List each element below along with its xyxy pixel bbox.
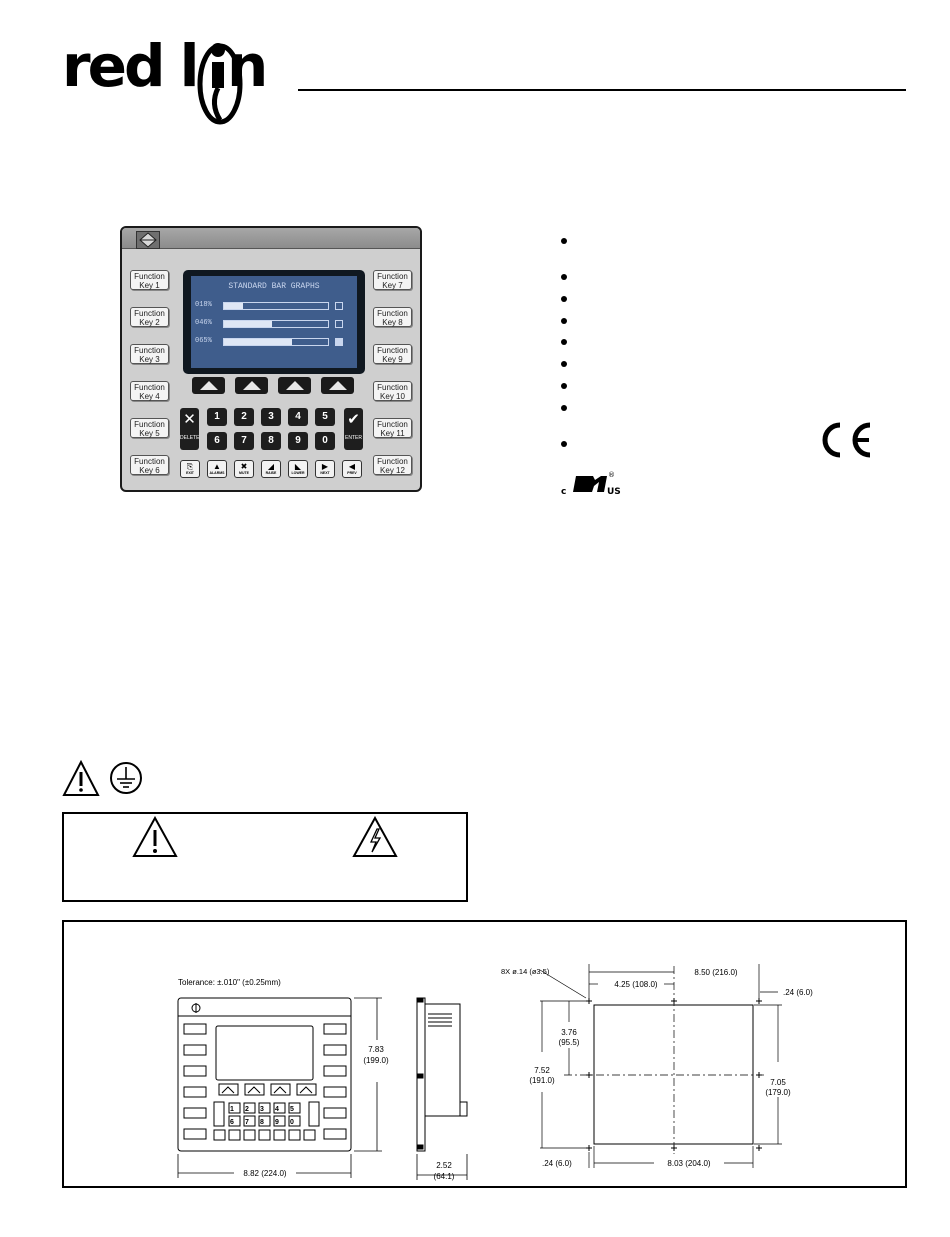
bar-fill [224,321,272,327]
svg-text:US: US [607,487,621,496]
raise-label: RAISE [265,471,277,475]
bar-track [223,338,329,346]
front-height-mm-label: (199.0) [363,1056,389,1065]
mute-icon: ✖ [240,462,248,471]
front-width-label: 8.82 (224.0) [243,1169,287,1178]
front-key-label: 0 [290,1119,294,1126]
screen-title: STANDARD BAR GRAPHS [228,282,320,291]
front-key-label: 8 [260,1119,264,1126]
header-rule [298,89,906,91]
function-key-6[interactable]: Function Key 6 [130,455,169,475]
front-height-dimension [354,998,382,1151]
soft-key-4[interactable] [321,377,354,394]
bell-icon: ▲ [213,462,221,471]
bar-checkbox [335,320,343,328]
bottom-edge-offset-label: .24 (6.0) [542,1159,572,1168]
feature-bullet [561,238,567,244]
front-key-label: 4 [275,1106,279,1113]
numeric-key[interactable]: 8 [261,432,281,450]
function-key-11[interactable]: Function Key 11 [373,418,412,438]
bar-track [223,320,329,328]
prev-icon: ◀ [348,462,356,471]
feature-bullet [561,383,567,389]
front-key-label: 1 [230,1106,234,1113]
bar-graph-row [195,301,359,311]
raise-icon: ◢ [267,462,275,471]
side-view-drawing [417,998,467,1151]
dimensions-panel [62,920,907,1188]
protective-earth-icon [111,763,141,793]
ce-mark-icon [818,421,874,459]
function-key-3[interactable]: Function Key 3 [130,344,169,364]
soft-key-1[interactable] [192,377,225,394]
exit-label: EXIT [186,471,194,475]
cutout-height-mm-label: (191.0) [529,1076,555,1085]
front-key-label: 7 [245,1119,249,1126]
feature-bullet [561,318,567,324]
prev-label: PREV [347,471,357,475]
front-key-label: 9 [275,1119,279,1126]
bar-checkbox [335,302,343,310]
feature-bullet [561,405,567,411]
alarms-label: ALARMS [209,471,225,475]
delete-key[interactable] [180,408,199,450]
checkmark-icon: ✔ [347,411,360,428]
numeric-key[interactable]: 2 [234,408,254,426]
red-lion-logo [62,22,294,130]
svg-text:c: c [561,487,567,496]
exit-icon: ⎘ [186,462,194,471]
numeric-key[interactable]: 4 [288,408,308,426]
function-key-10[interactable]: Function Key 10 [373,381,412,401]
delete-x-icon: ✕ [183,411,196,428]
cul-us-listing-mark-icon [561,470,635,496]
enter-key-label: ENTER [345,435,362,441]
edge-offset-label: .24 (6.0) [783,988,813,997]
function-key-7[interactable]: Function Key 7 [373,270,412,290]
device-top-bar [122,228,420,249]
feature-bullet [561,339,567,345]
cutout-height-label: 7.52 [534,1066,550,1075]
function-key-1[interactable]: Function Key 1 [130,270,169,290]
navigation-arrows-icon [136,231,160,249]
bar-percent: 065% [195,337,212,345]
depth-mm-label: (64.1) [433,1172,455,1181]
tolerance-label: Tolerance: ±.010" (±0.25mm) [178,978,281,987]
feature-bullet [561,441,567,447]
front-key-label: 2 [245,1106,249,1113]
bar-percent: 046% [195,319,212,327]
depth-label: 2.52 [436,1161,452,1170]
numeric-key[interactable]: 7 [234,432,254,450]
raise-key[interactable] [261,460,281,478]
soft-key-3[interactable] [278,377,311,394]
mounting-holes-label: 8X ø.14 (ø3.5) [501,967,550,976]
bar-track [223,302,329,310]
lower-icon: ◣ [294,462,302,471]
prev-key[interactable] [342,460,362,478]
front-height-label: 7.83 [368,1045,384,1054]
next-key[interactable] [315,460,335,478]
svg-text:n: n [227,32,266,100]
caution-triangle-icon [64,762,98,795]
exit-key[interactable] [180,460,200,478]
numeric-key[interactable]: 1 [207,408,227,426]
half-height-label: 3.76 [561,1028,577,1037]
feature-bullet [561,296,567,302]
half-height-mm-label: (95.5) [558,1038,580,1047]
bar-fill [224,303,243,309]
lcd-screen [183,270,365,374]
caution-triangle-icon [132,816,178,858]
bar-fill [224,339,292,345]
bar-graph-row [195,319,359,329]
lower-key[interactable] [288,460,308,478]
front-key-label: 6 [230,1119,234,1126]
function-key-2[interactable]: Function Key 2 [130,307,169,327]
alarms-key[interactable] [207,460,227,478]
operator-interface-unit [120,226,422,492]
numeric-key[interactable]: 3 [261,408,281,426]
dimensions-drawing [64,922,909,1190]
front-key-label: 5 [290,1106,294,1113]
total-width-label: 8.50 (216.0) [694,968,738,977]
bar-percent: 018% [195,301,212,309]
numeric-key[interactable]: 6 [207,432,227,450]
numeric-key[interactable]: 0 [315,432,335,450]
svg-text:red l: red l [62,32,197,100]
svg-text:®: ® [608,471,615,479]
bar-checkbox [335,338,343,346]
function-key-12[interactable]: Function Key 12 [373,455,412,475]
enter-key[interactable] [344,408,363,450]
function-key-5[interactable]: Function Key 5 [130,418,169,438]
panel-cutout-drawing [564,966,764,1154]
lower-label: LOWER [291,471,305,475]
function-key-8[interactable]: Function Key 8 [373,307,412,327]
mute-key[interactable] [234,460,254,478]
numeric-key[interactable]: 5 [315,408,335,426]
cutout-dimension-lines [540,964,782,1168]
half-width-label: 4.25 (108.0) [614,980,658,989]
inner-height-mm-label: (179.0) [765,1088,791,1097]
function-key-4[interactable]: Function Key 4 [130,381,169,401]
inner-height-label: 7.05 [770,1078,786,1087]
numeric-key[interactable]: 9 [288,432,308,450]
front-view-drawing [178,998,351,1151]
mute-label: MUTE [239,471,249,475]
lcd-display [191,276,357,368]
bar-graph-row [195,337,359,347]
safety-symbols [62,760,142,798]
feature-bullet [561,274,567,280]
next-label: NEXT [320,471,330,475]
warning-box [62,812,468,902]
delete-key-label: DELETE [180,435,200,441]
bottom-width-label: 8.03 (204.0) [667,1159,711,1168]
electrical-hazard-icon [352,816,398,858]
soft-key-2[interactable] [235,377,268,394]
next-icon: ▶ [321,462,329,471]
function-key-9[interactable]: Function Key 9 [373,344,412,364]
front-key-label: 3 [260,1106,264,1113]
feature-bullet [561,361,567,367]
